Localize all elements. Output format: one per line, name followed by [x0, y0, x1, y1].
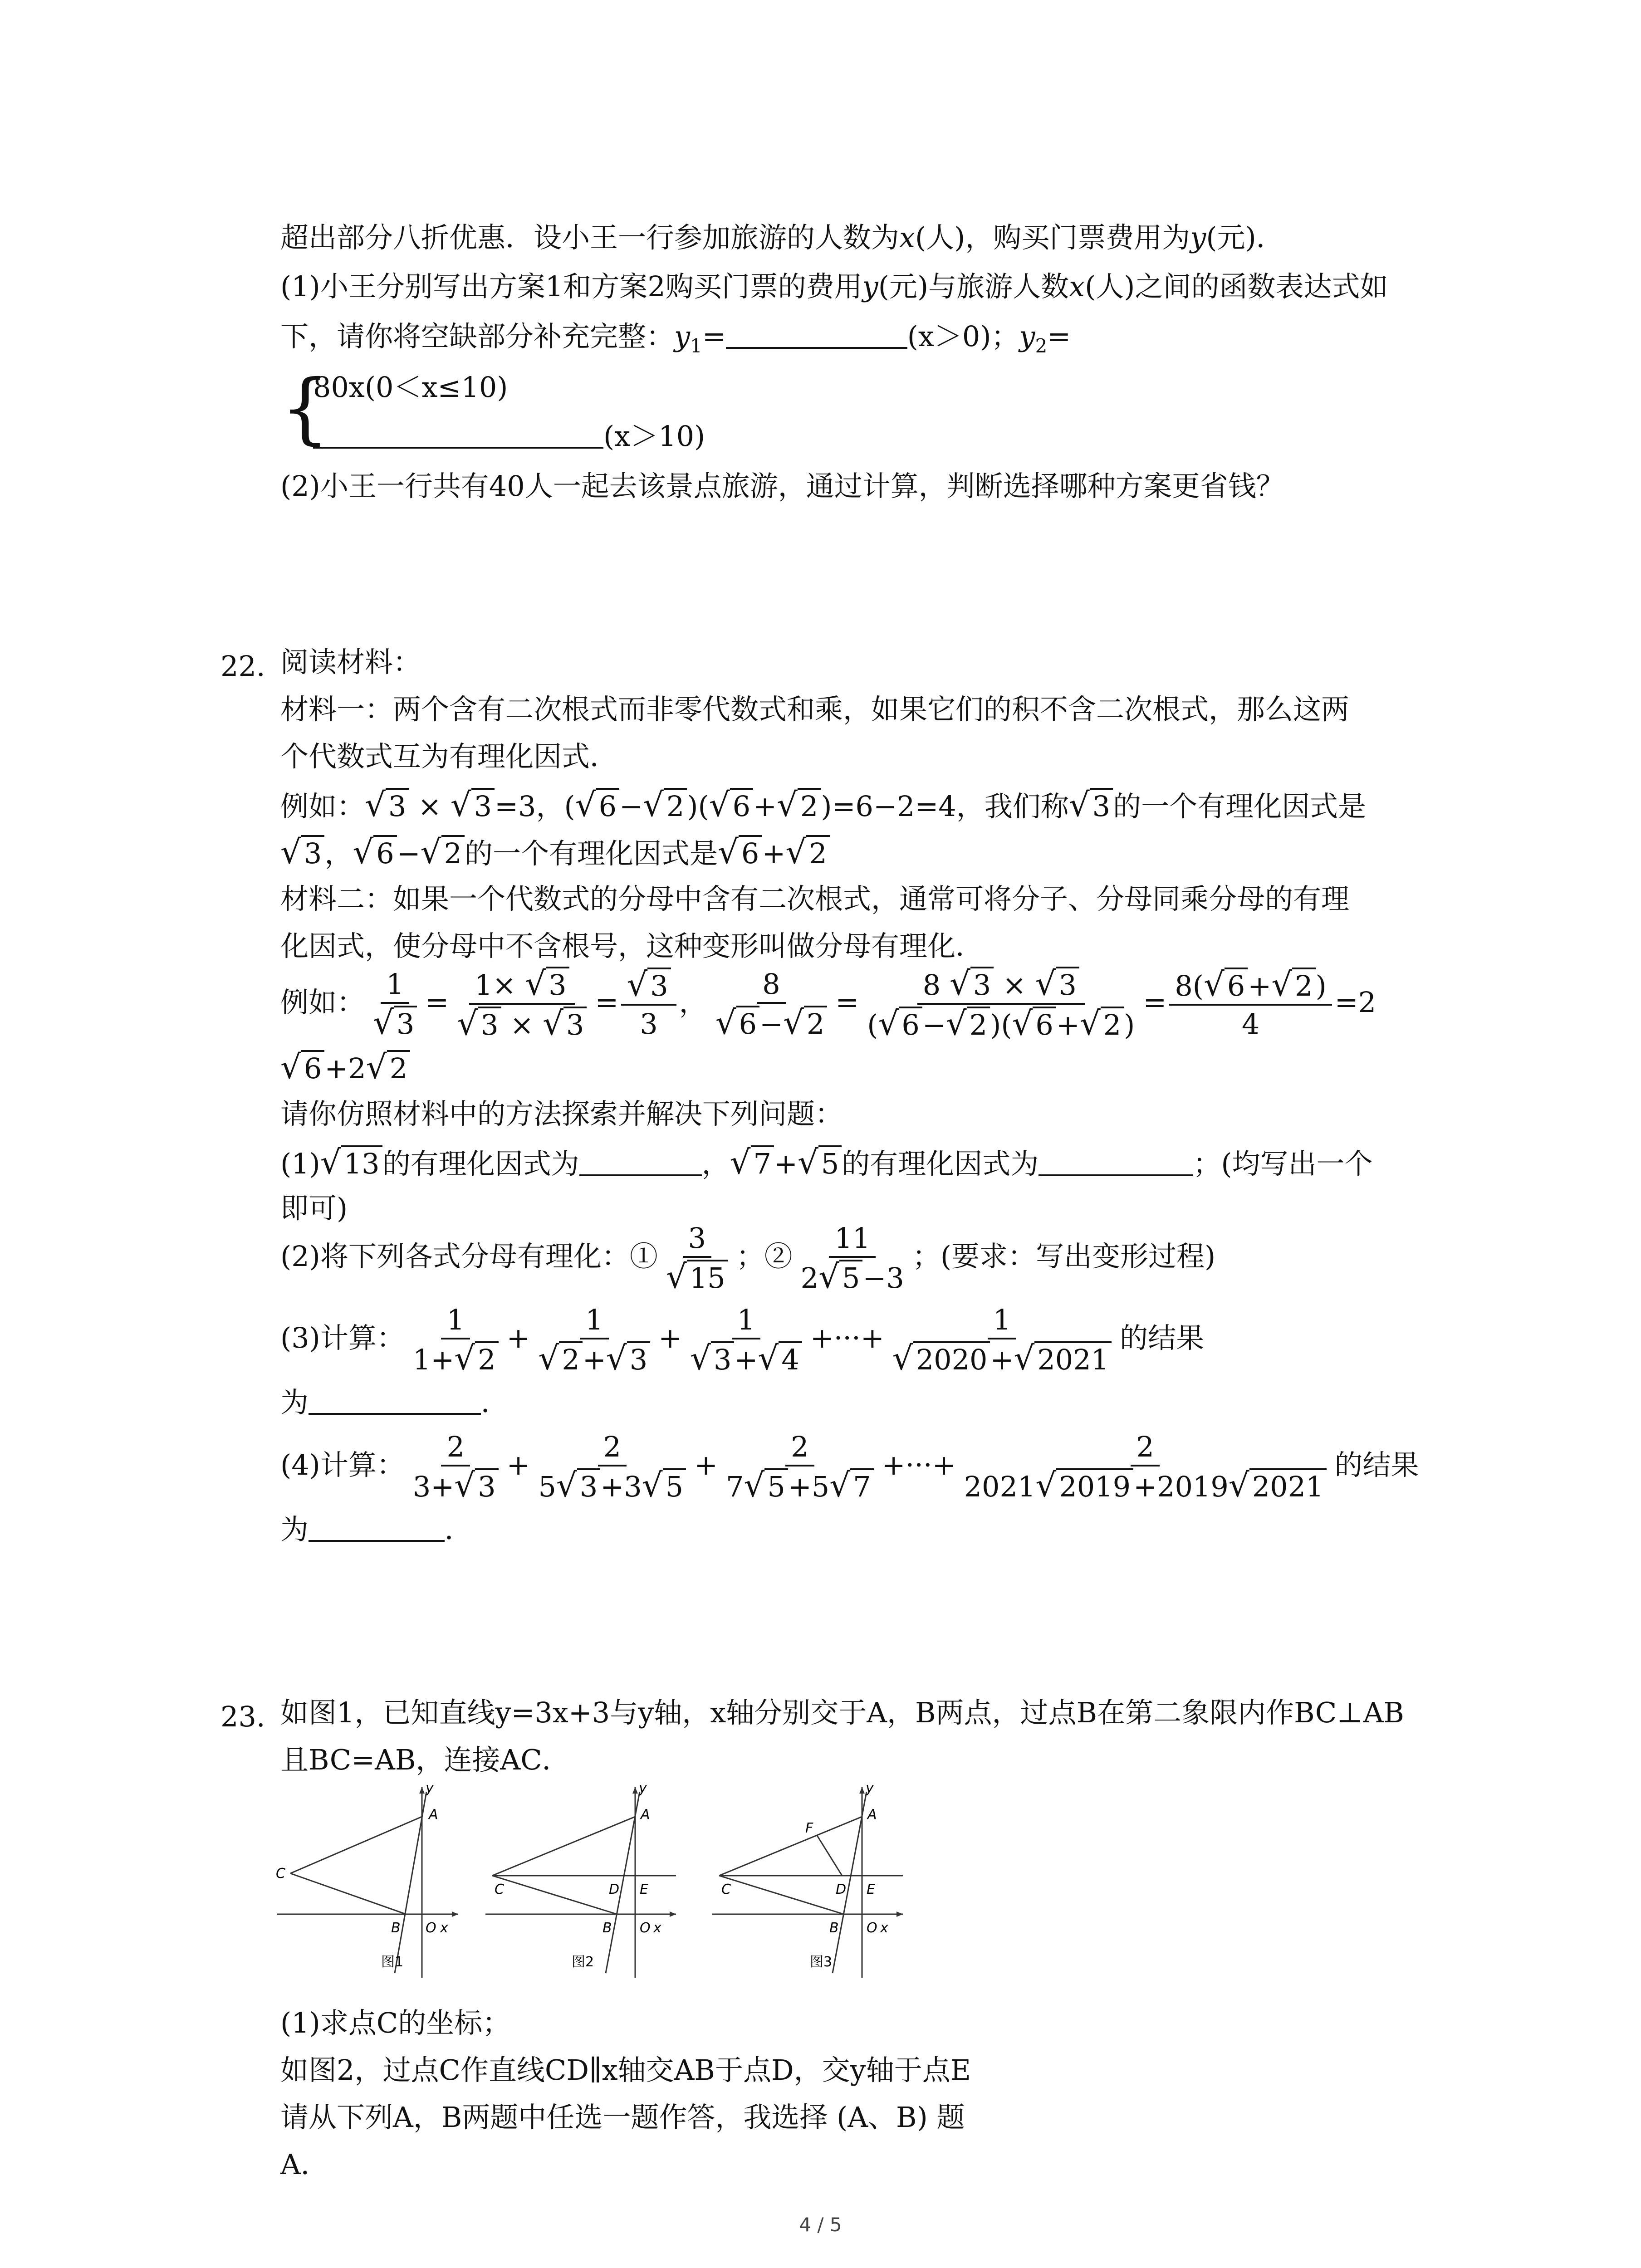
figure-3: [708, 1783, 907, 1982]
q23-part4: A．: [280, 2148, 329, 2181]
q22-example1-b: √3，√6−√2的一个有理化因式是√6+√2: [280, 833, 830, 873]
figure-1: [272, 1783, 463, 1982]
svg-text:O: O: [867, 1920, 877, 1936]
svg-text:D: D: [836, 1882, 847, 1897]
q21-part2: (2)小王一行共有40人一起去该景点旅游，通过计算，判断选择哪种方案更省钱？: [280, 469, 1284, 503]
svg-text:B: B: [391, 1920, 401, 1936]
svg-text:x: x: [440, 1920, 448, 1936]
q22-part3-b: 为 ．: [280, 1386, 509, 1419]
svg-text:A: A: [429, 1807, 438, 1823]
answer-blank[interactable]: [309, 1386, 481, 1415]
q22-example1: 例如：√3 × √3=3，(√6−√2)(√6+√2)=6−2=4，我们称√3的一个有理化因式是: [280, 786, 1367, 824]
svg-text:A: A: [641, 1807, 650, 1823]
svg-text:F: F: [805, 1820, 813, 1836]
q23-line1: 如图1，已知直线y=3x+3与y轴，x轴分别交于A，B两点，过点B在第二象限内作BC⊥AB: [280, 1696, 1404, 1729]
q22-part4: (4)计算： $\frac{2}{3+√3}$ + $\frac{2}{5√3+3√5}$ + $\frac{2}{7√5+5√7}$ +···+ $\frac{2}{2021√2019+2019√2021}$ 的结果: [280, 1430, 1419, 1504]
svg-text:D: D: [609, 1882, 620, 1897]
answer-blank[interactable]: [579, 1147, 702, 1176]
svg-text:C: C: [495, 1882, 504, 1897]
q22-task: 请你仿照材料中的方法探索并解决下列问题：: [280, 1097, 843, 1130]
svg-text:x: x: [653, 1920, 661, 1936]
q22-part1-b: 即可): [280, 1192, 348, 1225]
q23-part1: (1)求点C的坐标；: [280, 2006, 511, 2039]
q22-example2: 例如： $\frac{1}{√3}$ = $\frac{1\times √3}{√3 \times √3}$ = $\frac{√3}{3}$ ， $\frac{8}{√6-√2}$ = $\frac{8 √3 \times √3}{(√6-√2)(√6+√2)}$ = $\frac{8(√6+√2)}{4}$ =2: [280, 964, 1376, 1042]
q21-case1: 80x(0＜x≤10): [313, 371, 508, 404]
figure-2: [481, 1783, 681, 1982]
svg-text:O: O: [640, 1920, 651, 1936]
q21-line1: 超出部分八折优惠．设小王一行参加旅游的人数为x(人)，购买门票费用为y(元)．: [280, 221, 1284, 254]
svg-text:y: y: [426, 1783, 434, 1796]
q21-line2: (1)小王分别写出方案1和方案2购买门票的费用y(元)与旅游人数x(人)之间的函数表达式如: [280, 270, 1388, 303]
case-brace: {: [280, 363, 330, 453]
figure-1-caption: 图1: [381, 1954, 404, 1970]
svg-text:x: x: [880, 1920, 888, 1936]
q23-part3: 请从下列A，B两题中任选一题作答，我选择 (A、B) 题: [280, 2101, 965, 2134]
q23-line2: 且BC=AB，连接AC．: [280, 1743, 570, 1776]
answer-blank[interactable]: [313, 420, 603, 449]
q22-material2-a: 材料二：如果一个代数式的分母中含有二次根式，通常可将分子、分母同乘分母的有理: [280, 882, 1350, 915]
q21-line3: 下，请你将空缺部分补充完整：$y_1= (x>0)$；$y_2=$: [280, 320, 1071, 357]
q22-material1-b: 个代数式互为有理化因式．: [280, 740, 618, 773]
page-number: 4 / 5: [799, 2214, 842, 2236]
q22-part2: (2)将下列各式分母有理化：① $\frac{3}{√15}$ ；② $\frac{11}{2√5-3}$ ；(要求：写出变形过程): [280, 1221, 1216, 1295]
answer-blank[interactable]: [1038, 1147, 1193, 1176]
svg-text:B: B: [603, 1920, 612, 1936]
svg-text:B: B: [829, 1920, 839, 1936]
svg-text:A: A: [867, 1807, 877, 1823]
svg-text:C: C: [721, 1882, 731, 1897]
figure-3-caption: 图3: [810, 1954, 833, 1970]
svg-text:C: C: [276, 1866, 285, 1882]
svg-text:O: O: [426, 1920, 436, 1936]
q22-material1-a: 材料一：两个含有二次根式而非零代数式和乘，如果它们的积不含二次根式，那么这两: [280, 693, 1350, 726]
q21-case2: (x＞10): [313, 417, 705, 455]
svg-text:y: y: [639, 1783, 647, 1796]
answer-blank[interactable]: [309, 1513, 445, 1542]
svg-text:y: y: [866, 1783, 874, 1796]
svg-text:E: E: [640, 1882, 648, 1897]
q22-part4-b: 为 ．: [280, 1513, 473, 1546]
figure-2-caption: 图2: [572, 1954, 594, 1970]
q22-part1: (1)√13的有理化因式为 ，√7+√5的有理化因式为 ；(均写出一个: [280, 1143, 1373, 1181]
q23-part2: 如图2，过点C作直线CD∥x轴交AB于点D，交y轴于点E: [280, 2053, 971, 2087]
answer-blank[interactable]: [726, 320, 907, 349]
q22-material2-b: 化因式，使分母中不含根号，这种变形叫做分母有理化．: [280, 929, 984, 963]
q22-example2-b: √6+2√2: [280, 1048, 410, 1088]
q23-number: 23.: [220, 1700, 265, 1733]
q22-title: 阅读材料：: [280, 645, 421, 679]
q22-number: 22.: [220, 650, 265, 683]
q22-part3: (3)计算： $\frac{1}{1+√2}$ + $\frac{1}{√2+√3}$ + $\frac{1}{√3+√4}$ +···+ $\frac{1}{√2020+√2021}$ 的结果: [280, 1303, 1205, 1377]
svg-text:E: E: [867, 1882, 875, 1897]
